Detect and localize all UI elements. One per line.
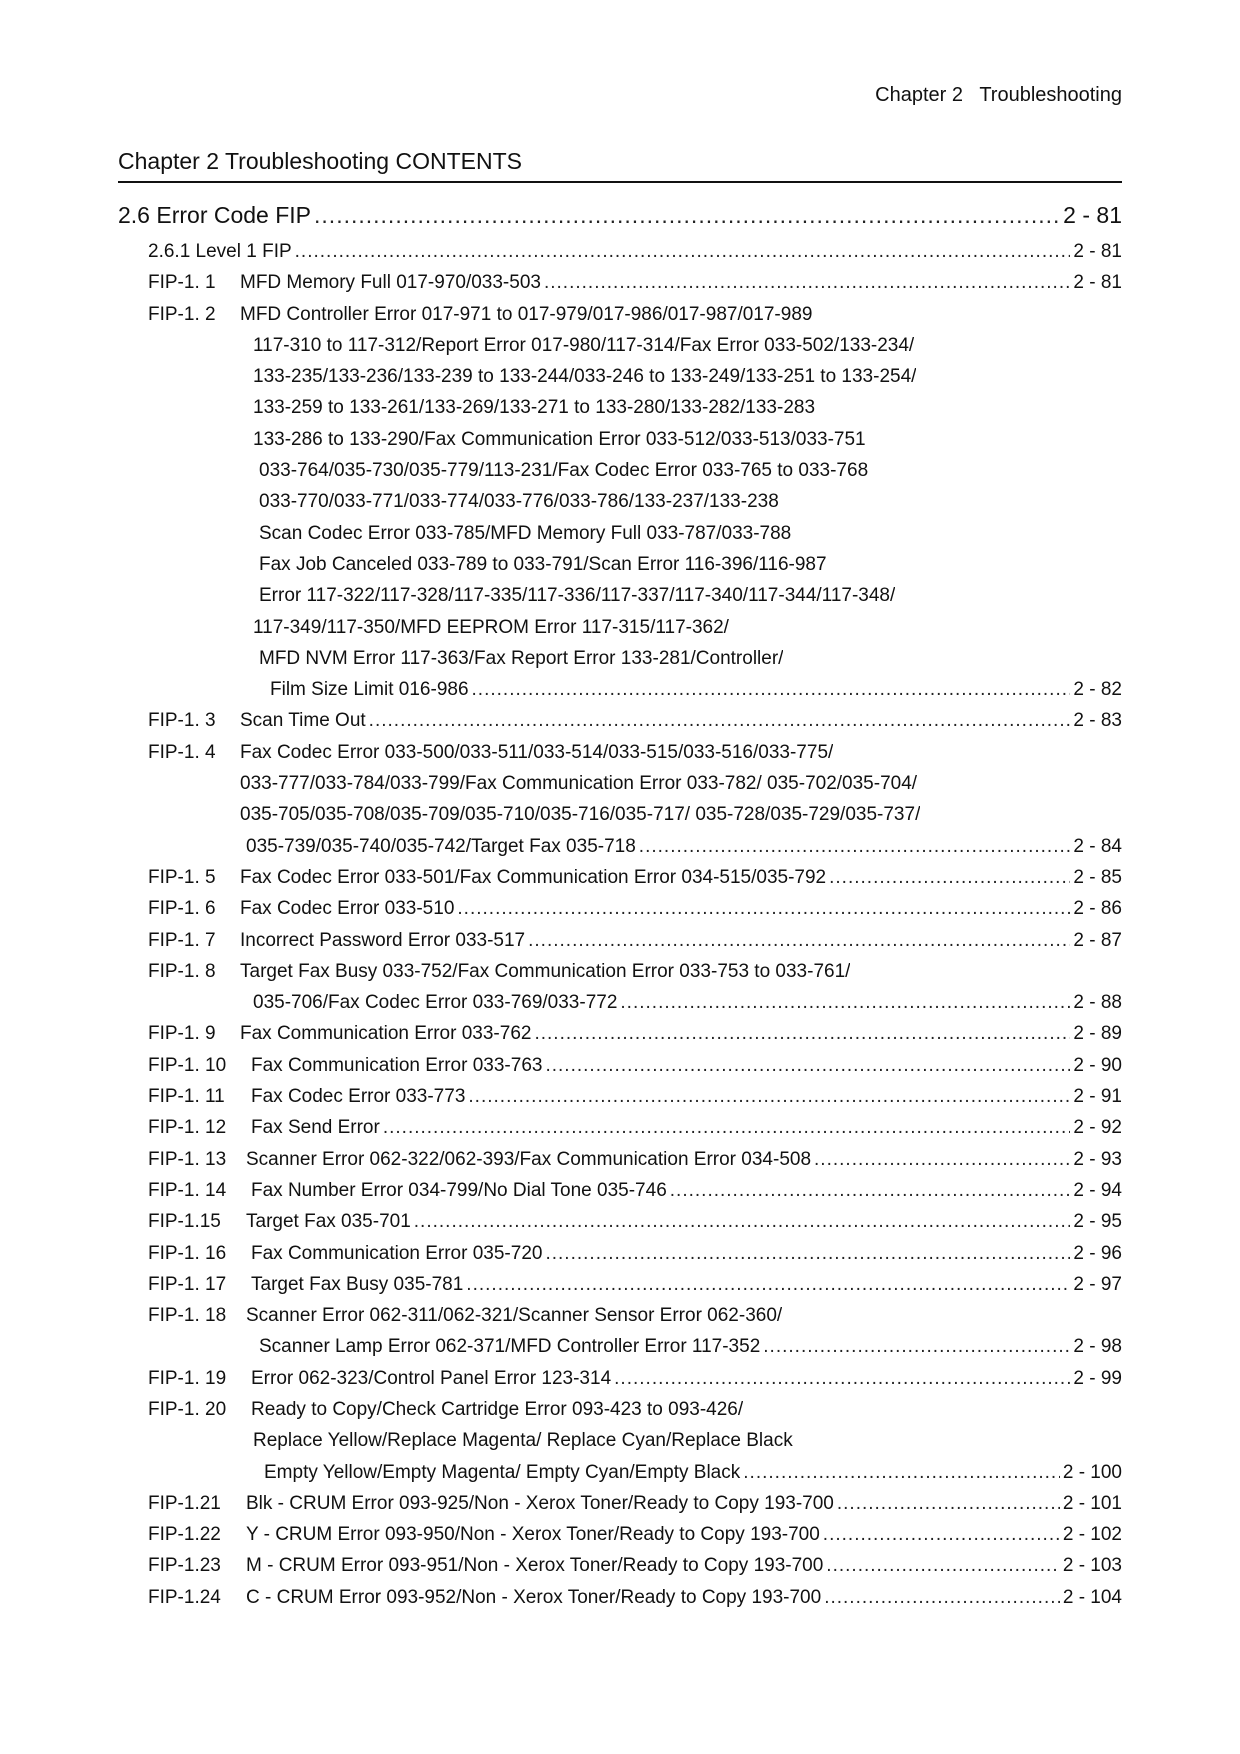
entry-body	[251, 1269, 1122, 1300]
entry-title: 035-739/035-740/035-742/Target Fax 035-718	[246, 835, 636, 857]
entry-number: FIP-1.24	[148, 1586, 221, 1608]
entry-page: 2 - 84	[1073, 835, 1122, 857]
toc-entry[interactable]	[0, 1206, 1240, 1237]
entry-page: 2 - 103	[1062, 1555, 1122, 1577]
entry-body	[259, 455, 868, 486]
dot-leader	[639, 831, 1071, 862]
entry-title: 035-705/035-708/035-709/035-710/035-716/035-717/ 035-728/035-729/035-737/	[240, 804, 921, 826]
entry-page: 2 - 96	[1073, 1242, 1122, 1264]
entry-title: 033-777/033-784/033-799/Fax Communication Error 033-782/ 035-702/035-704/	[240, 773, 918, 795]
entry-page: 2 - 91	[1073, 1086, 1122, 1108]
entry-page: 2 - 83	[1073, 710, 1122, 732]
entry-number: FIP-1.21	[148, 1492, 221, 1514]
toc-entry[interactable]	[0, 1363, 1240, 1394]
toc-entry[interactable]	[0, 956, 1240, 987]
entry-title: Error 062-323/Control Panel Error 123-314	[251, 1367, 612, 1389]
toc-entry[interactable]	[0, 1550, 1240, 1581]
toc-entry[interactable]	[0, 1081, 1240, 1112]
toc-entry[interactable]	[0, 424, 1240, 455]
entry-number: FIP-1. 9	[148, 1023, 216, 1045]
dot-leader	[614, 1363, 1070, 1394]
entry-body	[251, 1112, 1122, 1143]
dot-leader	[670, 1175, 1071, 1206]
entry-number: FIP-1. 3	[148, 710, 216, 732]
entry-number: FIP-1. 16	[148, 1242, 227, 1264]
entry-title: MFD NVM Error 117-363/Fax Report Error 133-281/Controller/	[259, 647, 784, 669]
entry-title: Fax Job Canceled 033-789 to 033-791/Scan Error 116-396/116-987	[259, 553, 827, 575]
toc-entry[interactable]	[0, 674, 1240, 705]
dot-leader	[534, 1018, 1070, 1049]
entry-body	[240, 893, 1122, 924]
entry-body	[253, 612, 729, 643]
entry-body	[253, 424, 866, 455]
entry-body	[246, 1144, 1122, 1175]
entry-title: 033-764/035-730/035-779/113-231/Fax Codec Error 033-765 to 033-768	[259, 460, 869, 482]
entry-page: 2 - 88	[1073, 992, 1122, 1014]
entry-number: FIP-1.15	[148, 1211, 221, 1233]
entry-body	[240, 1018, 1122, 1049]
toc-entry[interactable]	[0, 330, 1240, 361]
toc-entry[interactable]	[0, 1582, 1240, 1613]
entry-page: 2 - 94	[1073, 1179, 1122, 1201]
entry-page: 2 - 102	[1062, 1524, 1122, 1546]
entry-page: 2 - 86	[1073, 898, 1122, 920]
entry-body	[259, 1331, 1122, 1362]
toc-entry[interactable]	[0, 361, 1240, 392]
entry-number: FIP-1. 8	[148, 960, 216, 982]
entry-page: 2 - 99	[1073, 1367, 1122, 1389]
toc-entry[interactable]	[0, 299, 1240, 330]
dot-leader	[466, 1269, 1070, 1300]
title-rule	[118, 181, 1122, 183]
toc-entry[interactable]	[0, 1394, 1240, 1425]
toc-entry[interactable]	[0, 768, 1240, 799]
entry-body	[259, 518, 791, 549]
entry-title: 033-770/033-771/033-774/033-776/033-786/133-237/133-238	[259, 491, 779, 513]
entry-number: FIP-1. 2	[148, 303, 216, 325]
entry-number: FIP-1. 14	[148, 1179, 227, 1201]
entry-body	[240, 862, 1122, 893]
entry-title: Fax Codec Error 033-501/Fax Communication Error 034-515/035-792	[240, 866, 827, 888]
entry-body	[246, 1582, 1122, 1613]
toc-entry[interactable]	[0, 862, 1240, 893]
entry-body	[240, 956, 850, 987]
dot-leader	[383, 1112, 1071, 1143]
entry-page: 2 - 95	[1073, 1211, 1122, 1233]
entry-number: FIP-1. 20	[148, 1398, 227, 1420]
entry-title: Fax Send Error	[251, 1117, 380, 1139]
toc-entry[interactable]	[0, 737, 1240, 768]
entry-page: 2 - 93	[1073, 1148, 1122, 1170]
entry-page: 2 - 98	[1073, 1336, 1122, 1358]
toc-entry[interactable]	[0, 1238, 1240, 1269]
entry-body	[251, 1050, 1122, 1081]
entry-body	[251, 1394, 743, 1425]
entry-number: FIP-1. 12	[148, 1117, 227, 1139]
entry-title: Fax Codec Error 033-500/033-511/033-514/033-515/033-516/033-775/	[240, 741, 834, 763]
entry-body	[240, 267, 1122, 298]
entry-body	[240, 705, 1122, 736]
entry-page: 2 - 82	[1073, 679, 1122, 701]
entry-number: FIP-1. 11	[148, 1086, 225, 1108]
entry-body	[246, 1206, 1122, 1237]
entry-title: Target Fax Busy 033-752/Fax Communication Error 033-753 to 033-761/	[240, 960, 851, 982]
entry-title: 2.6.1 Level 1 FIP	[148, 241, 292, 262]
dot-leader	[369, 705, 1071, 736]
dot-leader	[545, 1238, 1070, 1269]
entry-title: MFD Controller Error 017-971 to 017-979/017-986/017-987/017-989	[240, 303, 813, 325]
entry-title: Blk - CRUM Error 093-925/Non - Xerox Toner/Ready to Copy 193-700	[246, 1492, 834, 1514]
toc-entry[interactable]	[0, 1457, 1240, 1488]
entry-page: 2 - 89	[1073, 1023, 1122, 1045]
toc-entry[interactable]	[0, 267, 1240, 298]
entry-number: FIP-1. 5	[148, 866, 216, 888]
entry-page: 2 - 101	[1062, 1492, 1122, 1514]
dot-leader	[295, 236, 1071, 267]
dot-leader	[528, 925, 1070, 956]
entry-body	[259, 549, 827, 580]
entry-body	[246, 1550, 1122, 1581]
toc-entry[interactable]	[0, 1144, 1240, 1175]
dot-leader	[814, 1144, 1070, 1175]
dot-leader	[837, 1488, 1060, 1519]
entry-title: Ready to Copy/Check Cartridge Error 093-423 to 093-426/	[251, 1398, 744, 1420]
toc-entry[interactable]	[0, 831, 1240, 862]
entry-page: 2 - 104	[1062, 1586, 1122, 1608]
entry-body	[264, 1457, 1122, 1488]
dot-leader	[544, 267, 1070, 298]
entry-body	[148, 236, 1122, 267]
toc-entry[interactable]	[0, 1269, 1240, 1300]
entry-number: FIP-1. 6	[148, 898, 216, 920]
entry-title: Fax Codec Error 033-773	[251, 1086, 466, 1108]
entry-page: 2 - 81	[1073, 241, 1122, 262]
entry-title: 117-349/117-350/MFD EEPROM Error 117-315/117-362/	[253, 616, 729, 638]
entry-body	[253, 361, 916, 392]
toc-entry[interactable]	[0, 705, 1240, 736]
entry-number: FIP-1. 7	[148, 929, 216, 951]
entry-body	[240, 299, 812, 330]
entry-title: Film Size Limit 016-986	[270, 679, 469, 701]
dot-leader	[743, 1457, 1060, 1488]
dot-leader	[824, 1582, 1060, 1613]
entry-title: Scanner Error 062-311/062-321/Scanner Sensor Error 062-360/	[246, 1305, 783, 1327]
toc-entry[interactable]	[0, 549, 1240, 580]
entry-number: FIP-1. 19	[148, 1367, 227, 1389]
toc-entry[interactable]	[0, 1112, 1240, 1143]
entry-number: FIP-1. 4	[148, 741, 216, 763]
toc-entry[interactable]	[0, 799, 1240, 830]
entry-page: 2 - 87	[1073, 929, 1122, 951]
toc-entry[interactable]	[0, 987, 1240, 1018]
dot-leader	[457, 893, 1070, 924]
entry-body	[251, 1363, 1122, 1394]
toc-section-entry[interactable]	[118, 199, 1122, 231]
entry-body	[240, 799, 920, 830]
entry-title: 133-235/133-236/133-239 to 133-244/033-246 to 133-249/133-251 to 133-254/	[253, 366, 917, 388]
entry-title: Error 117-322/117-328/117-335/117-336/117-337/117-340/117-344/117-348/	[259, 585, 896, 607]
entry-title: Fax Communication Error 033-762	[240, 1023, 532, 1045]
toc-entry[interactable]	[0, 893, 1240, 924]
toc-entry[interactable]	[0, 1331, 1240, 1362]
toc-entry[interactable]	[0, 1300, 1240, 1331]
entry-number: FIP-1. 1	[148, 272, 216, 294]
toc-entry[interactable]	[0, 1488, 1240, 1519]
entry-body	[240, 768, 917, 799]
toc-entry[interactable]	[0, 392, 1240, 423]
entry-page: 2 - 81	[1073, 272, 1122, 294]
entry-title: MFD Memory Full 017-970/033-503	[240, 272, 541, 294]
entry-title: Y - CRUM Error 093-950/Non - Xerox Toner/Ready to Copy 193-700	[246, 1524, 820, 1546]
entry-number: FIP-1. 10	[148, 1054, 227, 1076]
entry-body	[240, 737, 833, 768]
dot-leader	[823, 1519, 1060, 1550]
toc-entry[interactable]	[0, 236, 1240, 267]
toc-entry[interactable]	[0, 1175, 1240, 1206]
toc-entry[interactable]	[0, 643, 1240, 674]
entry-title: 133-259 to 133-261/133-269/133-271 to 133-280/133-282/133-283	[253, 397, 816, 419]
entry-title: M - CRUM Error 093-951/Non - Xerox Toner/Ready to Copy 193-700	[246, 1555, 824, 1577]
entry-page: 2 - 100	[1062, 1461, 1122, 1483]
entry-number: FIP-1. 13	[148, 1148, 227, 1170]
entry-title: Scanner Lamp Error 062-371/MFD Controller Error 117-352	[259, 1336, 761, 1358]
entry-number: FIP-1.23	[148, 1555, 221, 1577]
toc-entry[interactable]	[0, 1018, 1240, 1049]
dot-leader	[472, 674, 1071, 705]
entry-number: FIP-1. 17	[148, 1273, 227, 1295]
entry-body	[251, 1081, 1122, 1112]
toc-entry[interactable]	[0, 455, 1240, 486]
entry-body	[253, 330, 914, 361]
entry-title: Fax Number Error 034-799/No Dial Tone 035-746	[251, 1179, 667, 1201]
entry-title: Scan Codec Error 033-785/MFD Memory Full 033-787/033-788	[259, 522, 792, 544]
entry-number: FIP-1. 18	[148, 1305, 227, 1327]
dot-leader	[826, 1550, 1060, 1581]
toc-entry[interactable]	[0, 518, 1240, 549]
entry-body	[259, 580, 895, 611]
entry-title: C - CRUM Error 093-952/Non - Xerox Toner/Ready to Copy 193-700	[246, 1586, 822, 1608]
dot-leader	[414, 1206, 1071, 1237]
entry-title: 133-286 to 133-290/Fax Communication Error 033-512/033-513/033-751	[253, 428, 866, 450]
entry-title: Fax Communication Error 035-720	[251, 1242, 543, 1264]
entry-title: Fax Codec Error 033-510	[240, 898, 455, 920]
dot-leader	[829, 862, 1070, 893]
entry-title: Incorrect Password Error 033-517	[240, 929, 526, 951]
entry-body	[246, 1300, 782, 1331]
running-header: Chapter 2 Troubleshooting	[875, 84, 1122, 106]
entry-page: 2 - 90	[1073, 1054, 1122, 1076]
toc-entry[interactable]	[0, 612, 1240, 643]
toc-entry[interactable]	[0, 580, 1240, 611]
dot-leader	[545, 1050, 1070, 1081]
entry-body	[259, 643, 783, 674]
dot-leader	[763, 1331, 1070, 1362]
entry-body	[246, 1488, 1122, 1519]
toc-entry[interactable]	[0, 925, 1240, 956]
entry-body	[246, 1519, 1122, 1550]
toc-entry[interactable]	[0, 1519, 1240, 1550]
entry-body	[253, 1425, 793, 1456]
entry-title: Scanner Error 062-322/062-393/Fax Communication Error 034-508	[246, 1148, 812, 1170]
entry-body	[240, 925, 1122, 956]
entry-title: 117-310 to 117-312/Report Error 017-980/117-314/Fax Error 033-502/133-234/	[253, 334, 915, 356]
entry-number: FIP-1.22	[148, 1524, 221, 1546]
entry-page: 2 - 85	[1073, 866, 1122, 888]
dot-leader	[468, 1081, 1070, 1112]
toc-list	[0, 236, 1240, 1613]
toc-entry[interactable]	[0, 486, 1240, 517]
entry-body	[251, 1238, 1122, 1269]
section-page: 2 - 81	[1063, 202, 1122, 228]
entry-title: Target Fax 035-701	[246, 1211, 411, 1233]
entry-body	[246, 831, 1122, 862]
section-label: 2.6 Error Code FIP	[118, 202, 312, 228]
toc-entry[interactable]	[0, 1425, 1240, 1456]
entry-page: 2 - 92	[1073, 1117, 1122, 1139]
entry-title: Replace Yellow/Replace Magenta/ Replace Cyan/Replace Black	[253, 1430, 793, 1452]
entry-body	[253, 987, 1122, 1018]
entry-title: Fax Communication Error 033-763	[251, 1054, 543, 1076]
entry-body	[270, 674, 1122, 705]
contents-title: Chapter 2 Troubleshooting CONTENTS	[118, 148, 522, 174]
entry-title: Scan Time Out	[240, 710, 366, 732]
entry-title: Empty Yellow/Empty Magenta/ Empty Cyan/Empty Black	[264, 1461, 741, 1483]
entry-title: Target Fax Busy 035-781	[251, 1273, 464, 1295]
entry-title: 035-706/Fax Codec Error 033-769/033-772	[253, 992, 618, 1014]
entry-body	[253, 392, 815, 423]
entry-body	[251, 1175, 1122, 1206]
toc-entry[interactable]	[0, 1050, 1240, 1081]
dot-leader	[620, 987, 1070, 1018]
dot-leader	[314, 199, 1060, 231]
entry-page: 2 - 97	[1073, 1273, 1122, 1295]
entry-body	[259, 486, 779, 517]
